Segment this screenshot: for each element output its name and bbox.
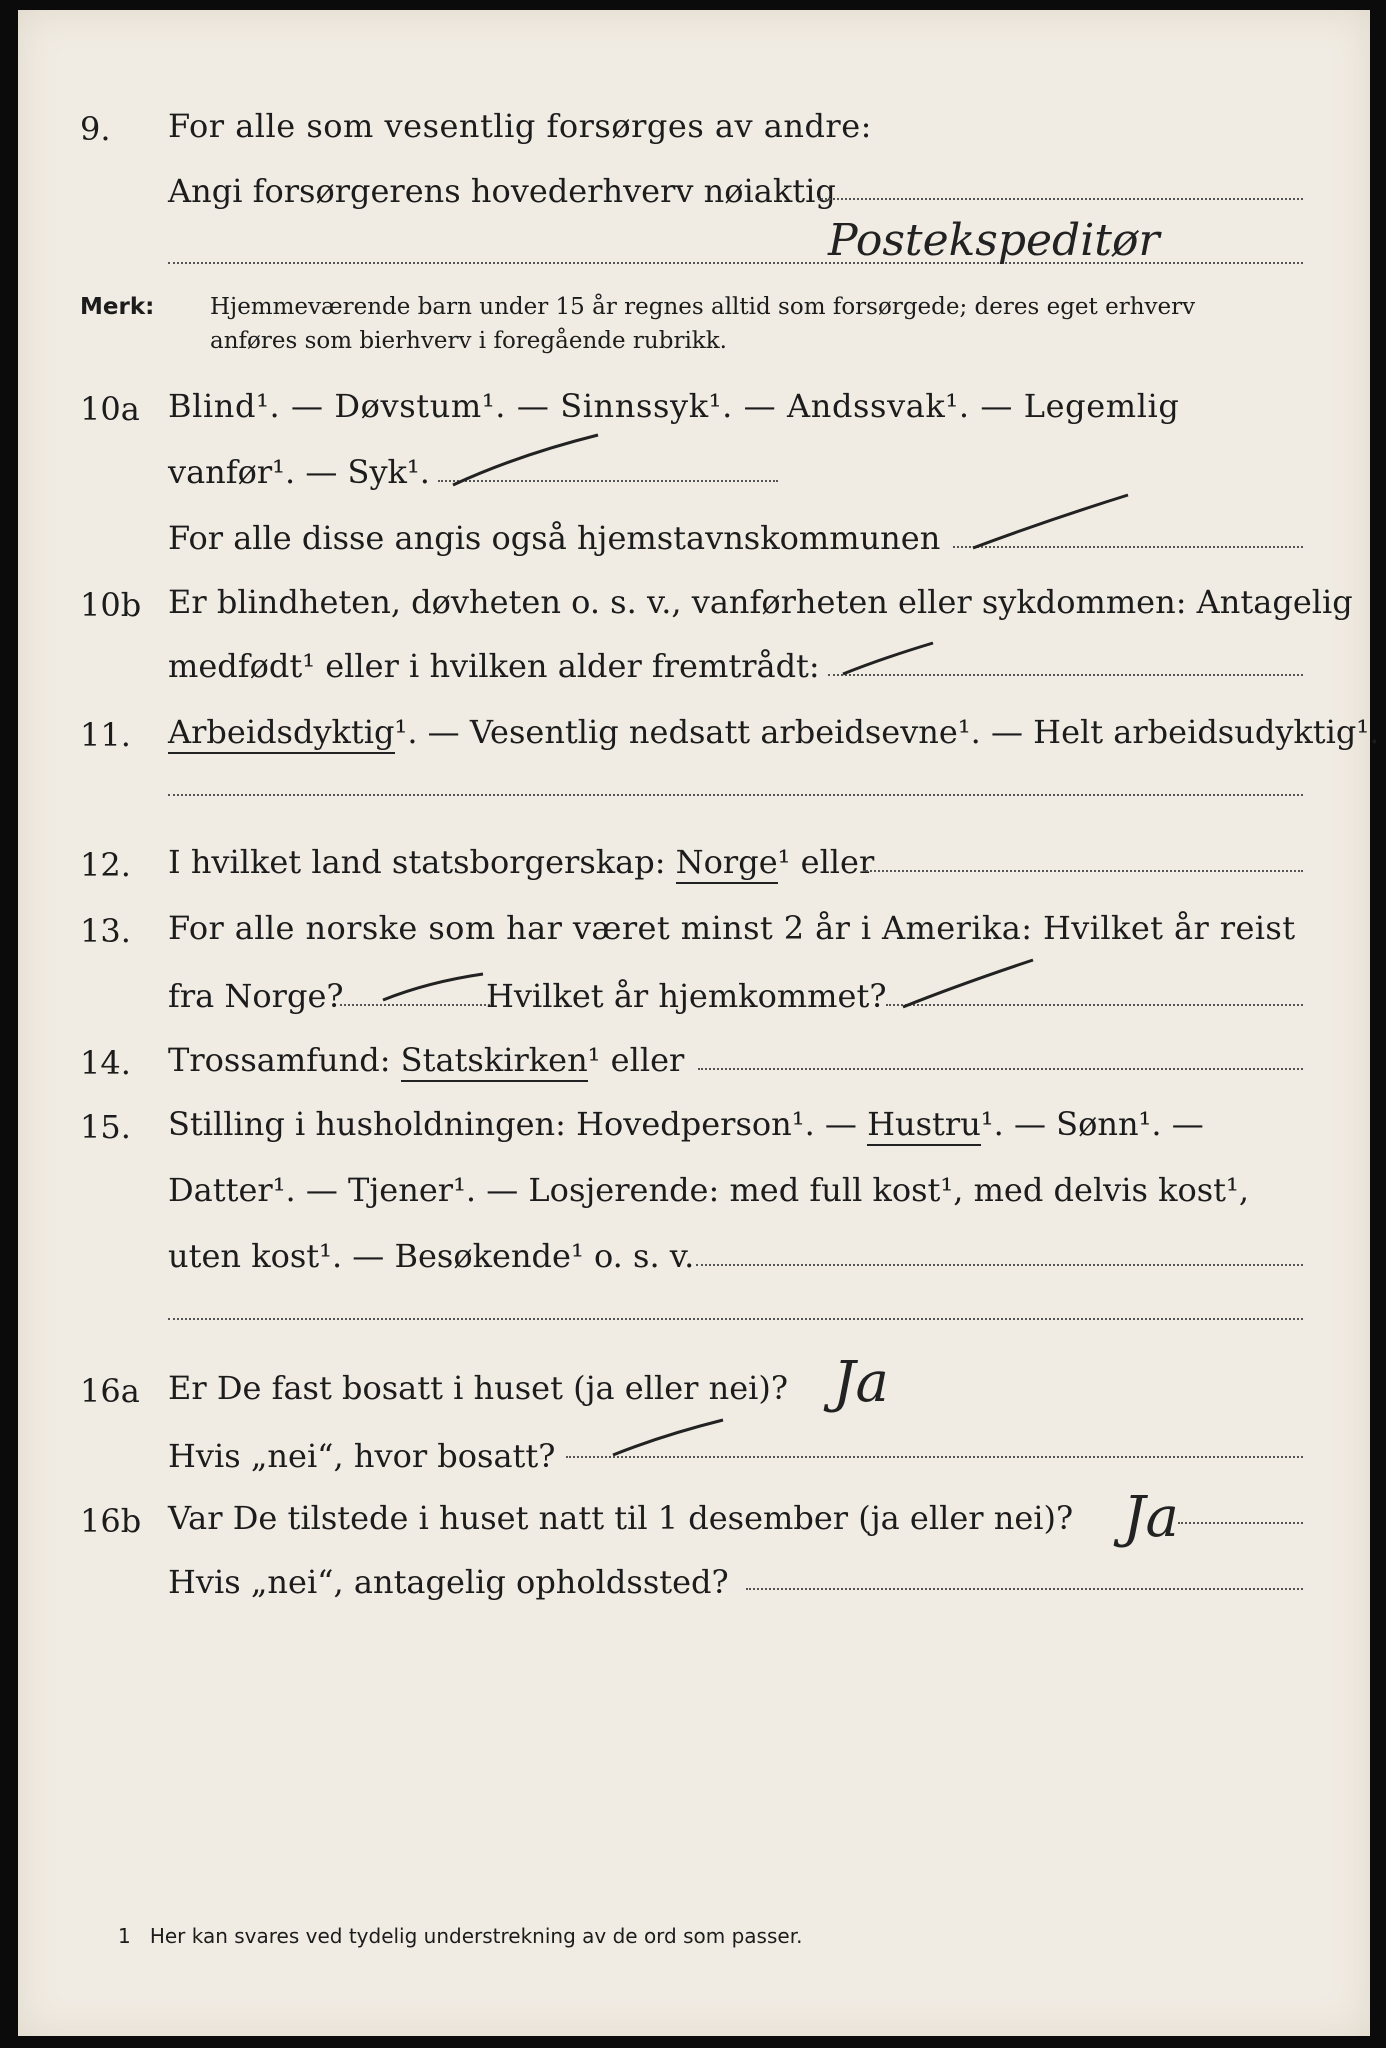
q16a-line1: Er De fast bosatt i huset (ja eller nei)? — [168, 1369, 789, 1407]
q10a-line1: Blind¹. — Døvstum¹. — Sinnssyk¹. — Andssvak¹. — Legemlig — [168, 387, 1180, 425]
q11-dotted-line — [168, 794, 1303, 796]
q15-line3: uten kost¹. — Besøkende¹ o. s. v. — [168, 1237, 695, 1275]
q10b-line1: Er blindheten, døvheten o. s. v., vanførheten eller sykdommen: Antagelig — [168, 583, 1353, 621]
q9-dotted-line-1 — [818, 198, 1303, 200]
q11-underlined-arbeidsdyktig: Arbeidsdyktig — [168, 713, 395, 754]
q15-line2: Datter¹. — Tjener¹. — Losjerende: med full kost¹, med delvis kost¹, — [168, 1171, 1250, 1209]
q10a-line3: For alle disse angis også hjemstavnskommunen — [168, 519, 941, 557]
q9-line1: For alle som vesentlig forsørges av andre: — [168, 107, 872, 145]
merk-line2: anføres som bierhverv i foregående rubrikk. — [210, 328, 727, 354]
q10b-check-stroke — [838, 638, 938, 678]
q10a-number: 10a — [80, 390, 140, 428]
q16a-line2: Hvis „nei“, hvor bosatt? — [168, 1437, 556, 1475]
q12-number: 12. — [80, 846, 131, 884]
q10b-line2: medfødt¹ eller i hvilken alder fremtrådt: — [168, 647, 820, 685]
q16b-line1: Var De tilstede i huset natt til 1 desember (ja eller nei)? — [168, 1499, 1074, 1537]
footnote: 1 Her kan svares ved tydelig understrekning av de ord som passer. — [118, 1924, 803, 1948]
q9-line2: Angi forsørgerens hovederhverv nøiaktig — [168, 172, 836, 210]
q12-dotted-line — [863, 870, 1303, 872]
q16b-dotted-line-1 — [1178, 1522, 1303, 1524]
q14-line: Trossamfund: Statskirken¹ eller — [168, 1044, 684, 1076]
q16b-number: 16b — [80, 1502, 142, 1540]
q11-number: 11. — [80, 716, 131, 754]
q14-underlined-statskirken: Statskirken — [401, 1041, 588, 1082]
q10a-line2: vanfør¹. — Syk¹. — [168, 453, 430, 491]
q15-number: 15. — [80, 1108, 131, 1146]
merk-line1: Hjemmeværende barn under 15 år regnes alltid som forsørgede; deres eget erhverv — [210, 294, 1196, 320]
q13-dotted-line-1 — [340, 1004, 490, 1006]
q16b-dotted-line-2 — [746, 1588, 1303, 1590]
q15-line1: Stilling i husholdningen: Hovedperson¹. — Hustru¹. — Sønn¹. — — [168, 1108, 1204, 1140]
q9-handwritten-answer: Postekspeditør — [828, 215, 1160, 266]
q10a-check-stroke — [448, 430, 608, 490]
q9-number: 9. — [80, 110, 111, 148]
q13-number: 13. — [80, 912, 131, 950]
q13-line2a: fra Norge? — [168, 977, 344, 1015]
q14-number: 14. — [80, 1044, 131, 1082]
q11-line: Arbeidsdyktig¹. — Vesentlig nedsatt arbeidsevne¹. — Helt arbeidsudyktig¹. — [168, 716, 1379, 748]
q15-dotted-line-2 — [168, 1318, 1303, 1320]
census-form-page — [18, 10, 1380, 2036]
q16b-line2: Hvis „nei“, antagelig opholdssted? — [168, 1563, 729, 1601]
q15-dotted-line-1 — [696, 1264, 1303, 1266]
merk-label: Merk: — [80, 294, 155, 320]
q14-dotted-line — [698, 1068, 1303, 1070]
q16a-check-stroke — [608, 1415, 728, 1460]
q13-check-stroke-2 — [898, 955, 1038, 1010]
q16a-handwritten-answer: Ja — [833, 1350, 889, 1415]
q10a-check-stroke-2 — [968, 490, 1138, 550]
q12-line: I hvilket land statsborgerskap: Norge¹ eller — [168, 846, 874, 878]
q13-check-stroke-1 — [378, 970, 488, 1004]
q12-underlined-norge: Norge — [676, 843, 778, 884]
q13-line1: For alle norske som har været minst 2 år i Amerika: Hvilket år reist — [168, 909, 1296, 947]
q16b-handwritten-answer: Ja — [1123, 1485, 1179, 1550]
q10b-number: 10b — [80, 586, 142, 624]
q15-underlined-hustru: Hustru — [867, 1105, 981, 1146]
q16a-number: 16a — [80, 1372, 140, 1410]
q13-line2b: Hvilket år hjemkommet? — [486, 977, 887, 1015]
